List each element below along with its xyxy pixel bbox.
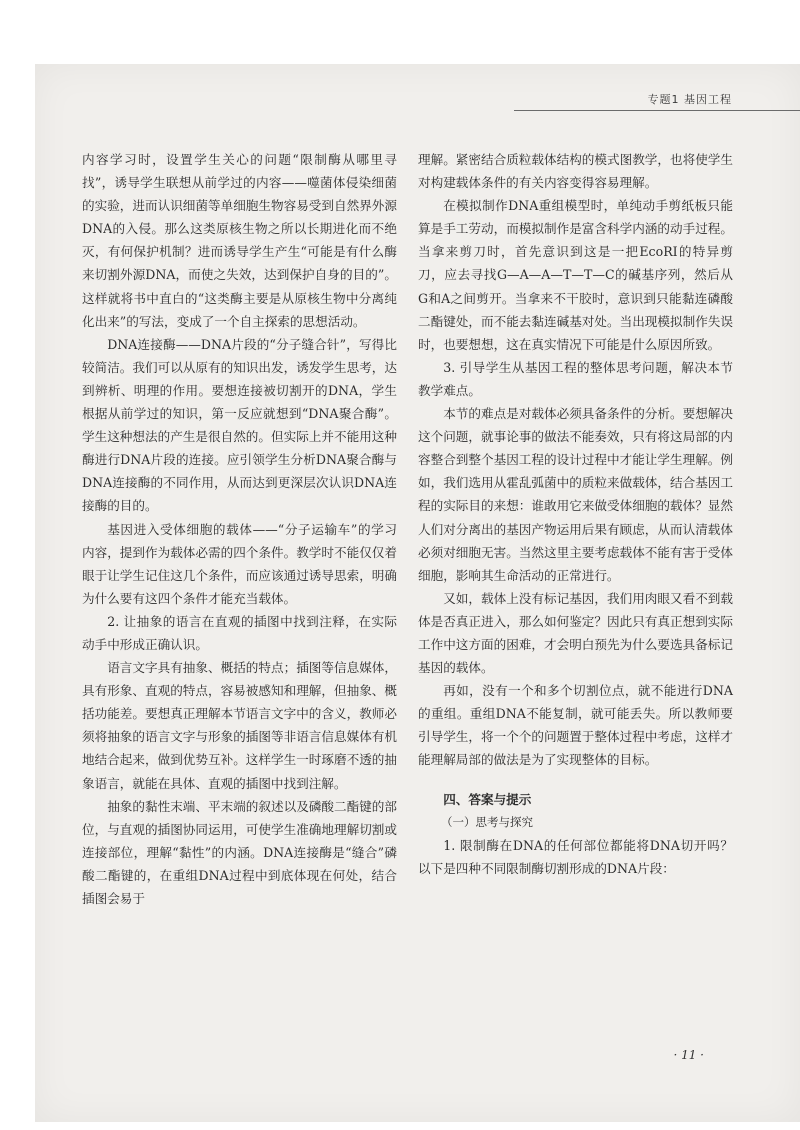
paragraph: 语言文字具有抽象、概括的特点；插图等信息媒体，具有形象、直观的特点，容易被感知和理解，但抽象、概括功能差。要想真正理解本节语言文字中的含义，教师必须将抽象的语言文字与形象的插图等非语言信息媒体有机地结合起来，做到优势互补。这样学生一时琢磨不透的抽象语言，就能在具体、直观的插图中找到注解。 [82, 660, 397, 791]
header-rule [514, 110, 800, 111]
running-header: 专题1 基因工程 [647, 93, 732, 106]
paragraph: 理解。紧密结合质粒载体结构的模式图教学，也将使学生对构建载体条件的有关内容变得容易理解。 [418, 152, 733, 191]
sub-heading: （一）思考与探究 [441, 814, 533, 829]
paragraph: 2. 让抽象的语言在直观的插图中找到注释，在实际动手中形成正确认识。 [82, 613, 397, 652]
paragraph: 在模拟制作DNA重组模型时，单纯动手剪纸板只能算是手工劳动，而模拟制作是富含科学内涵的动手过程。当拿来剪刀时，首先意识到这是一把EcoRI的特异剪刀，应去寻找G—A—A—T—T—C的碱基序列，然后从G和A之间剪开。当拿来不干胶时，意识到只能黏连磷酸二酯键处，而不能去黏连碱基对处。当出现模拟制作失误时，也要想想，这在真实情况下可能是什么原因所致。 [418, 198, 733, 352]
section-heading: 四、答案与提示 [443, 791, 532, 807]
page-number: · 11 · [673, 1048, 704, 1062]
paragraph: 抽象的黏性末端、平末端的叙述以及磷酸二酯键的部位，与直观的插图协同运用，可使学生准确地理解切割或连接部位，理解“黏性”的内涵。DNA连接酶是“缝合”磷酸二酯键的，在重组DNA过程中到底体现在何处，结合插图会易于 [82, 798, 397, 906]
paragraph: 本节的难点是对载体必须具备条件的分析。要想解决这个问题，就事论事的做法不能奏效，只有将这局部的内容整合到整个基因工程的设计过程中才能让学生理解。例如，我们选用从霍乱弧菌中的质粒来做载体，结合基因工程的实际目的来想：谁敢用它来做受体细胞的载体？显然人们对分离出的基因产物运用后果有顾虑，从而认清载体必须对细胞无害。当然这里主要考虑载体不能有害于受体细胞，影响其生命活动的正常进行。 [418, 406, 733, 583]
left-column [82, 148, 397, 910]
question-text: 1. 限制酶在DNA的任何部位都能将DNA切开吗？以下是四种不同限制酶切割形成的DNA片段： [418, 837, 733, 876]
paragraph: DNA连接酶——DNA片段的“分子缝合针”，写得比较简洁。我们可以从原有的知识出发，诱发学生思考，达到辨析、明理的作用。要想连接被切割开的DNA，学生根据从前学过的知识，第一反应就想到“DNA聚合酶”。学生这种想法的产生是很自然的。但实际上并不能用这种酶进行DNA片段的连接。应引领学生分析DNA聚合酶与DNA连接酶的不同作用，从而达到更深层次认识DNA连接酶的目的。 [82, 336, 397, 514]
paragraph: 基因进入受体细胞的载体——“分子运输车”的学习内容，提到作为载体必需的四个条件。教学时不能仅仅着眼于让学生记住这几个条件，而应该通过诱导思索，明确为什么要有这四个条件才能充当载体。 [82, 521, 397, 606]
paragraph: 3. 引导学生从基因工程的整体思考问题，解决本节教学难点。 [418, 359, 733, 398]
paragraph: 再如，没有一个和多个切割位点，就不能进行DNA的重组。重组DNA不能复制，就可能丢失。所以教师要引导学生，将一个个的问题置于整体过程中考虑，这样才能理解局部的做法是为了实现整体的目标。 [418, 683, 733, 768]
paragraph: 内容学习时，设置学生关心的问题“限制酶从哪里寻找”，诱导学生联想从前学过的内容——噬菌体侵染细菌的实验，进而认识细菌等单细胞生物容易受到自然界外源DNA的入侵。那么这类原核生物之所以长期进化而不绝灭，有何保护机制？进而诱导学生产生“可能是有什么酶来切割外源DNA，而使之失效，达到保护自身的目的”。这样就将书中直白的“这类酶主要是从原核生物中分离纯化出来”的写法，变成了一个自主探索的思想活动。 [82, 152, 397, 329]
right-column [418, 148, 733, 880]
paragraph: 又如，载体上没有标记基因，我们用肉眼又看不到载体是否真正进入，那么如何鉴定？因此只有真正想到实际工作中这方面的困难，才会明白预先为什么要选具备标记基因的载体。 [418, 590, 733, 676]
